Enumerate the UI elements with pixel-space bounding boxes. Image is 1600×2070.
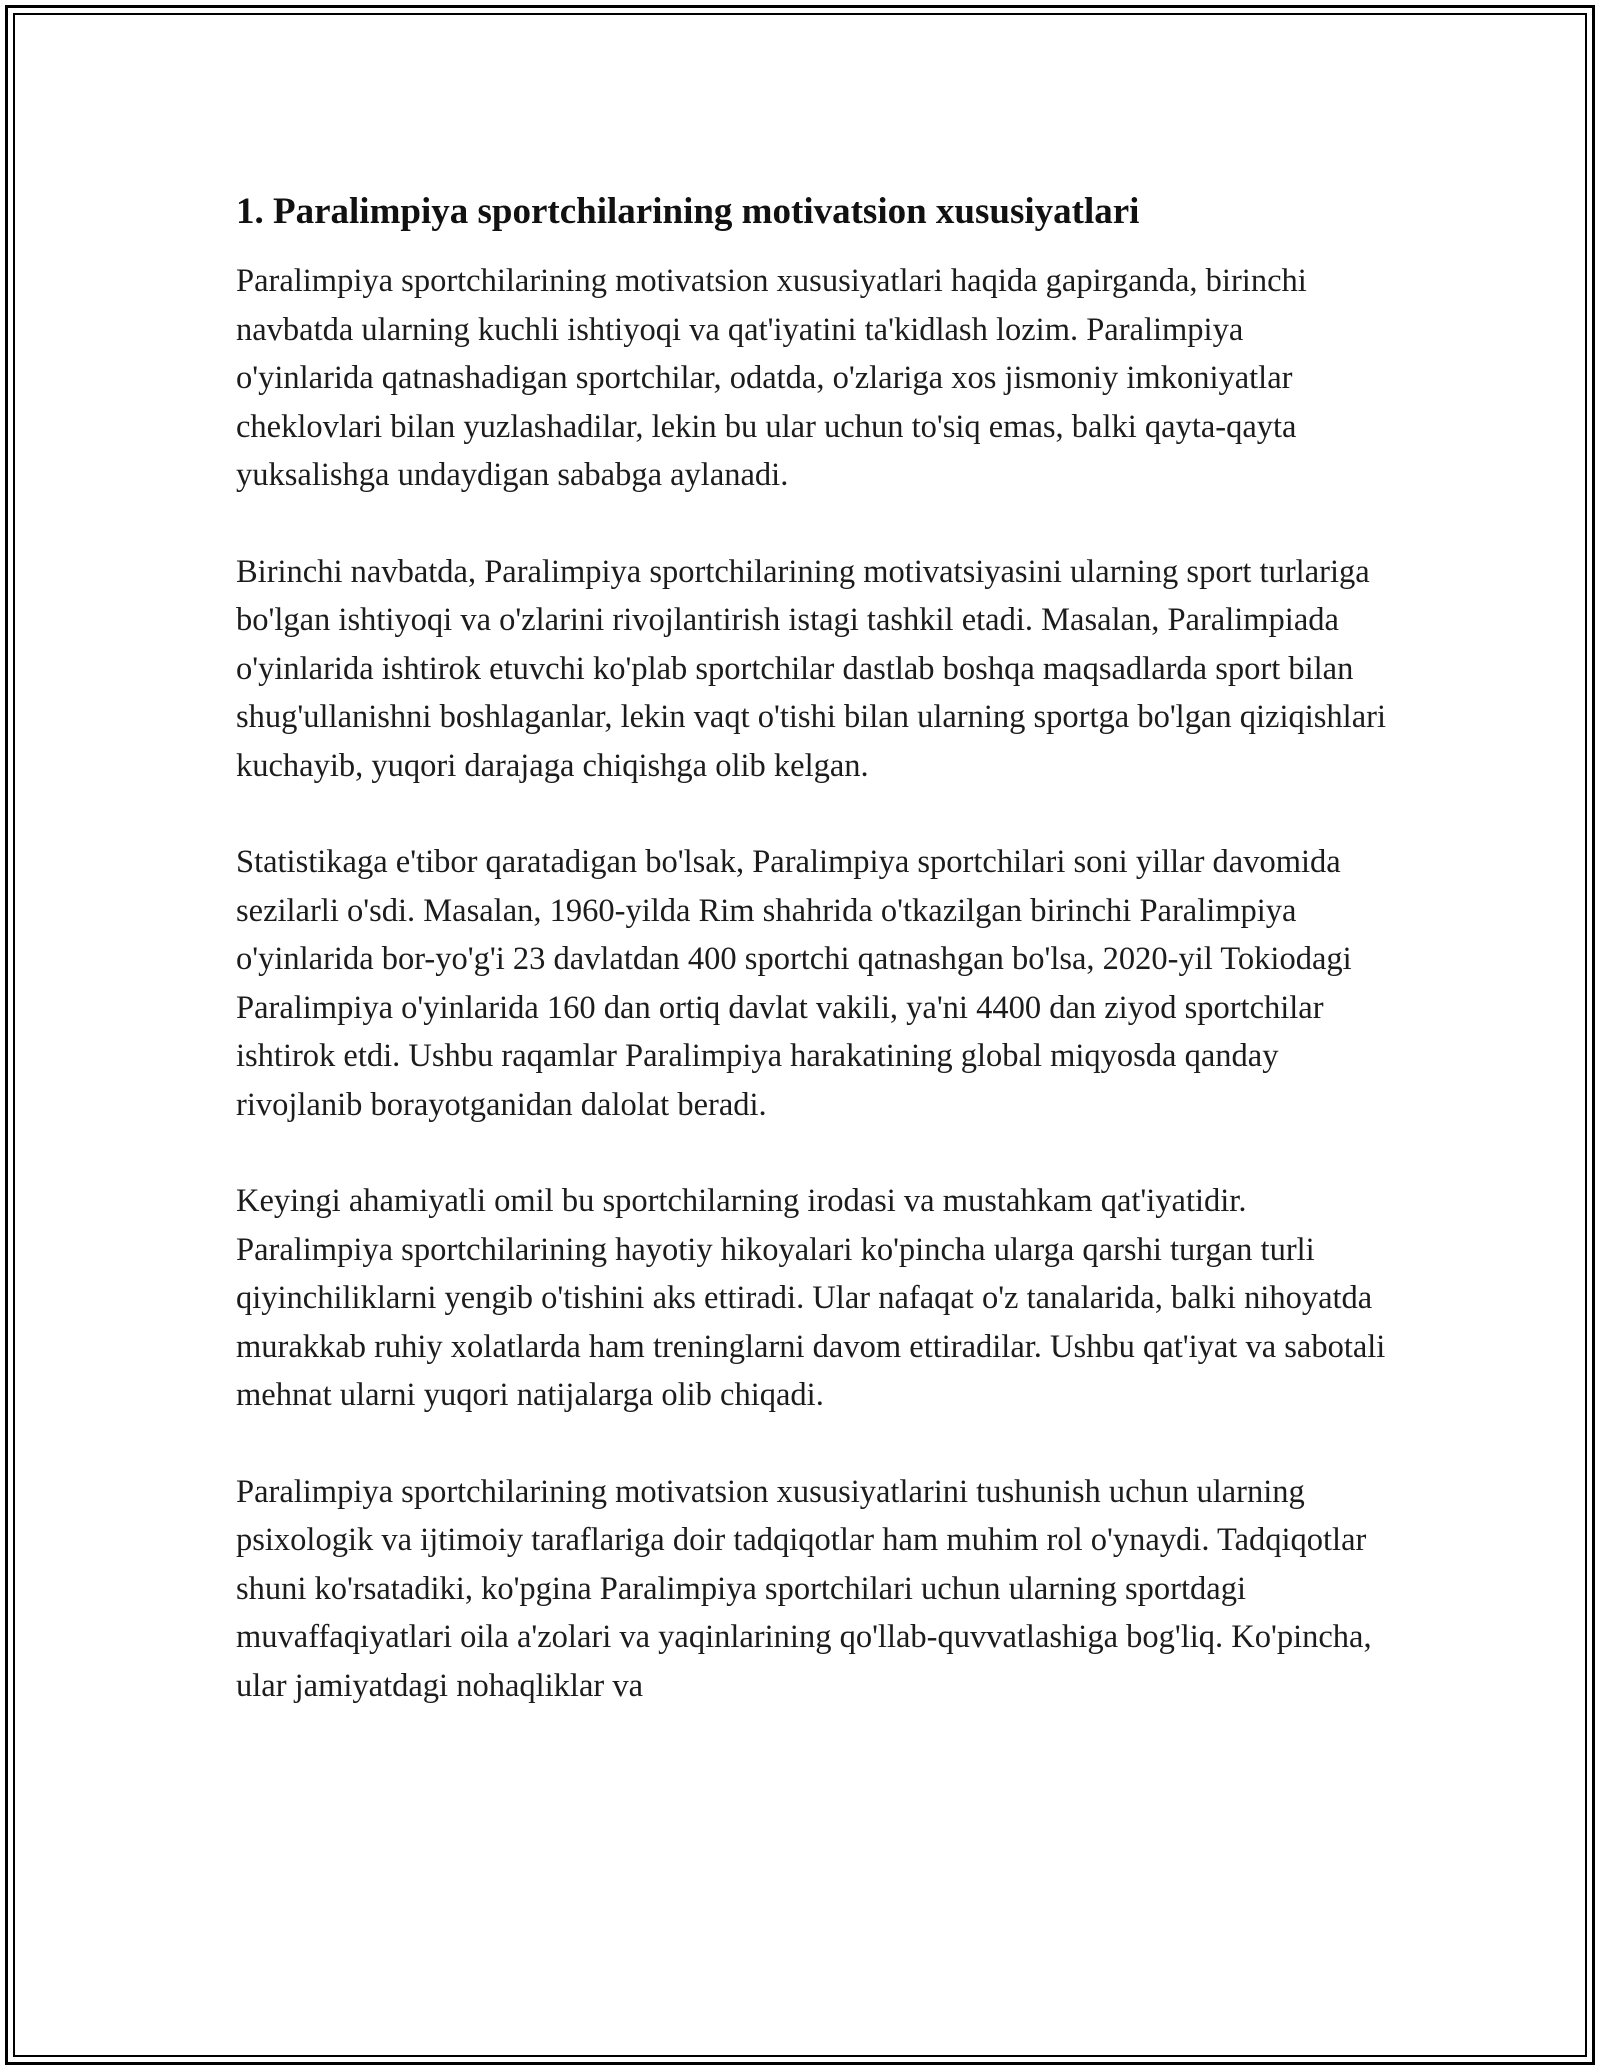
- paragraph: Paralimpiya sportchilarining motivatsion xususiyatlarini tushunish uchun ularning psixologik va ijtimoiy taraflariga doir tadqiqotlar ham muhim rol o'ynaydi. Tadqiqotlar shuni ko'rsatadiki, ko'pgina Paralimpiya sportchilari uchun ularning sportdagi muvaffaqiyatlari oila a'zolari va yaqinlarining qo'llab-quvvatlashiga bog'liq. Ko'pincha, ular jamiyatdagi nohaqliklar va: [236, 1473, 1372, 1704]
- paragraph: Statistikaga e'tibor qaratadigan bo'lsak, Paralimpiya sportchilari soni yillar davomida sezilarli o'sdi. Masalan, 1960-yilda Rim shahrida o'tkazilgan birinchi Paralimpiya o'yinlarida bor-yo'g'i 23 davlatdan 400 sportchi qatnashgan bo'lsa, 2020-yil Tokiodagi Paralimpiya o'yinlarida 160 dan ortiq davlat vakili, ya'ni 4400 dan ziyod sportchilar ishtirok etdi. Ushbu raqamlar Paralimpiya harakatining global miqyosda qanday rivojlanib borayotganidan dalolat beradi.: [236, 844, 1352, 1123]
- section-heading: 1. Paralimpiya sportchilarining motivatsion xususiyatlari: [236, 191, 1140, 232]
- paragraph: Paralimpiya sportchilarining motivatsion xususiyatlari haqida gapirganda, birinchi navbatda ularning kuchli ishtiyoqi va qat'iyatini ta'kidlash lozim. Paralimpiya o'yinlarida qatnashadigan sportchilar, odatda, o'zlariga xos jismoniy imkoniyatlar cheklovlari bilan yuzlashadilar, lekin bu ular uchun to'siq emas, balki qayta-qayta yuksalishga undaydigan sababga aylanadi.: [236, 263, 1307, 493]
- paragraph: Birinchi navbatda, Paralimpiya sportchilarining motivatsiyasini ularning sport turlariga bo'lgan ishtiyoqi va o'zlarini rivojlantirish istagi tashkil etadi. Masalan, Paralimpiada o'yinlarida ishtirok etuvchi ko'plab sportchilar dastlab boshqa maqsadlarda sport bilan shug'ullanishni boshlaganlar, lekin vaqt o'tishi bilan ularning sportga bo'lgan qiziqishlari kuchayib, yuqori darajaga chiqishga olib kelgan.: [236, 553, 1386, 784]
- document-body: [236, 186, 1386, 1758]
- paragraph: Keyingi ahamiyatli omil bu sportchilarning irodasi va mustahkam qat'iyatidir. Paralimpiya sportchilarining hayotiy hikoyalari ko'pincha ularga qarshi turgan turli qiyinchiliklarni yengib o'tishini aks ettiradi. Ular nafaqat o'z tanalarida, balki nihoyatda murakkab ruhiy xolatlarda ham treninglarni davom ettiradilar. Ushbu qat'iyat va sabotali mehnat ularni yuqori natijalarga olib chiqadi.: [236, 1183, 1386, 1413]
